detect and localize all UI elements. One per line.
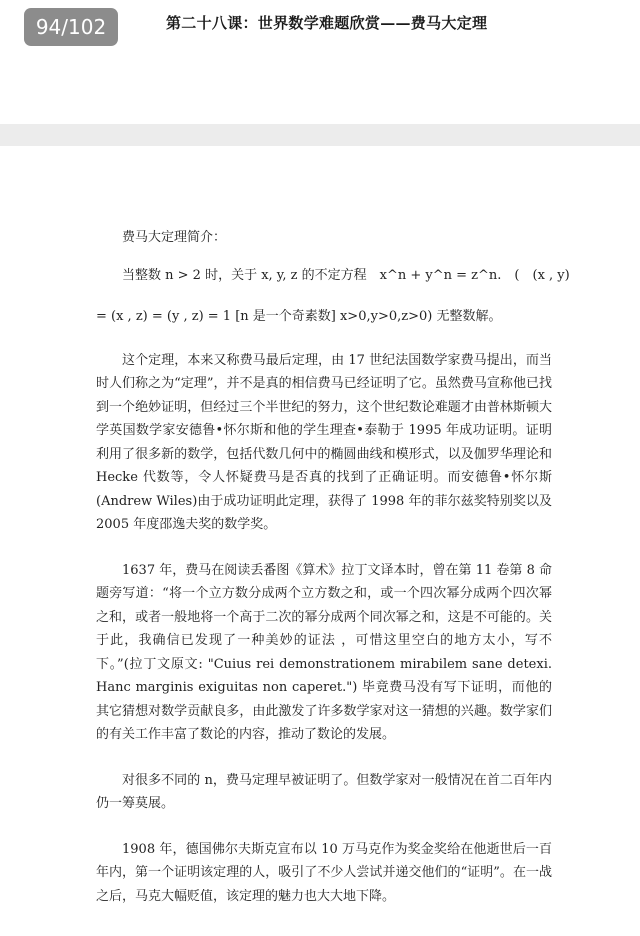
paragraph-margin-note: 1637 年，费马在阅读丢番图《算术》拉丁文译本时，曾在第 11 卷第 8 命题旁写道：“将一个立方数分成两个立方数之和，或一个四次幂分成两个四次幂之和，或者一般地将一个高于二次的幂分成两个同次幂之和，这是不可能的。关于此，我确信已发现了一种美妙的证法 ，可惜这里空白的地方太小，写不下。”(拉丁文原文: "Cuius rei demonstrationem mirabilem sane detexi. Hanc marginis exiguitas non caperet.") 毕竟费马没有写下证明，而他的其它猜想对数学贡献良多，由此激发了许多数学家对这一猜想的兴趣。数学家们的有关工作丰富了数论的内容，推动了数论的发展。 — [96, 562, 552, 742]
equation-line-2: = (x , z) = (y , z) = 1 [n 是一个奇素数] x>0,y>0,z>0) 无整数解。 — [96, 309, 502, 324]
equation-line-1: 当整数 n > 2 时，关于 x, y, z 的不定方程 x^n + y^n = z^n. ( (x , y) — [122, 267, 570, 283]
document-body — [96, 226, 570, 908]
intro-heading: 费马大定理简介： — [122, 230, 227, 245]
paragraph-prize: 1908 年，德国佛尔夫斯克宣布以 10 万马克作为奖金奖给在他逝世后一百年内，第一个证明该定理的人，吸引了不少人尝试并递交他们的“证明”。在一战之后，马克大幅贬值，该定理的魅力也大大地下降。 — [96, 841, 552, 904]
page-counter-badge: 94/102 — [24, 8, 118, 46]
paragraph-early-proofs: 对很多不同的 n，费马定理早被证明了。但数学家对一般情况在首二百年内仍一筹莫展。 — [96, 772, 552, 811]
page-divider — [0, 124, 640, 146]
page-title: 第二十八课：世界数学难题欣赏——费马大定理 — [166, 14, 488, 32]
paragraph-history: 这个定理，本来又称费马最后定理，由 17 世纪法国数学家费马提出，而当时人们称之为“定理”，并不是真的相信费马已经证明了它。虽然费马宣称他已找到一个绝妙证明，但经过三个半世纪的努力，这个世纪数论难题才由普林斯顿大学英国数学家安德鲁•怀尔斯和他的学生理查•泰勒于 1995 年成功证明。证明利用了很多新的数学，包括代数几何中的椭圆曲线和模形式，以及伽罗华理论和 Hecke 代数等，令人怀疑费马是否真的找到了正确证明。而安德鲁•怀尔斯(Andrew Wiles)由于成功证明此定理，获得了 1998 年的菲尔兹奖特别奖以及 2005 年度邵逸夫奖的数学奖。 — [96, 352, 552, 532]
